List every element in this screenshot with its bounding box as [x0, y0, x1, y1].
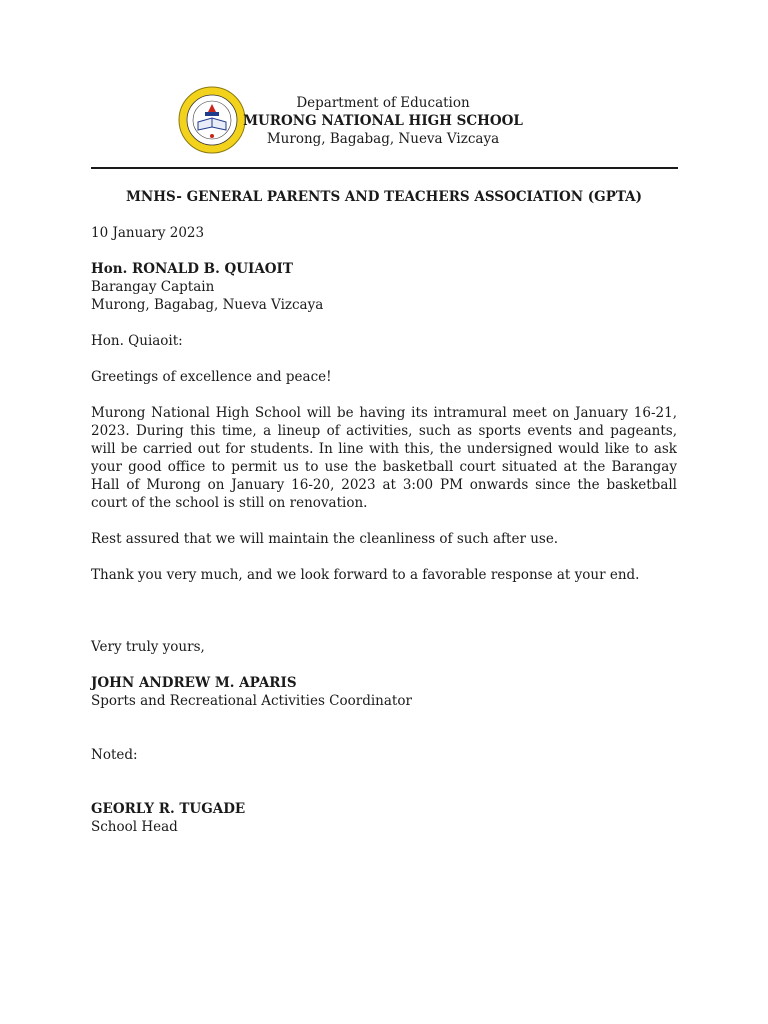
letterhead-text	[178, 94, 588, 148]
school-name: MURONG NATIONAL HIGH SCHOOL	[243, 113, 523, 129]
closing: Very truly yours,	[91, 639, 205, 655]
body-paragraph: Thank you very much, and we look forward to a favorable response at your end.	[91, 567, 640, 583]
noted-label: Noted:	[91, 747, 138, 763]
letterhead	[178, 86, 588, 156]
school-address: Murong, Bagabag, Nueva Vizcaya	[266, 131, 500, 147]
recipient-title: Barangay Captain	[91, 279, 215, 295]
letter-date: 10 January 2023	[91, 225, 205, 241]
recipient-name: Hon. RONALD B. QUIAOIT	[91, 261, 293, 277]
noter-name: GEORLY R. TUGADE	[91, 801, 246, 817]
letter-body	[91, 188, 677, 836]
body-paragraph: Murong National High School will be having its intramural meet on January 16-21, 2023. During this time, a lineup of activities, such as sports events and pageants, will be carried out for students. In line with this, the undersigned would like to ask your good office to permit us to use the basketball court situated at the Barangay Hall of Murong on January 16-20, 2023 at 3:00 PM onwards since the basketball court of the school is still on renovation.	[91, 405, 677, 511]
letter-subject: MNHS- GENERAL PARENTS AND TEACHERS ASSOCIATION (GPTA)	[125, 189, 643, 205]
body-paragraph: Rest assured that we will maintain the cleanliness of such after use.	[91, 531, 559, 547]
noter-title: School Head	[91, 819, 178, 835]
sender-name: JOHN ANDREW M. APARIS	[91, 675, 297, 691]
letterhead-divider	[91, 167, 678, 169]
sender-title: Sports and Recreational Activities Coordinator	[91, 693, 412, 709]
greeting: Greetings of excellence and peace!	[91, 369, 332, 385]
department-name: Department of Education	[296, 95, 470, 111]
recipient-address: Murong, Bagabag, Nueva Vizcaya	[91, 297, 324, 313]
salutation: Hon. Quiaoit:	[91, 333, 183, 349]
